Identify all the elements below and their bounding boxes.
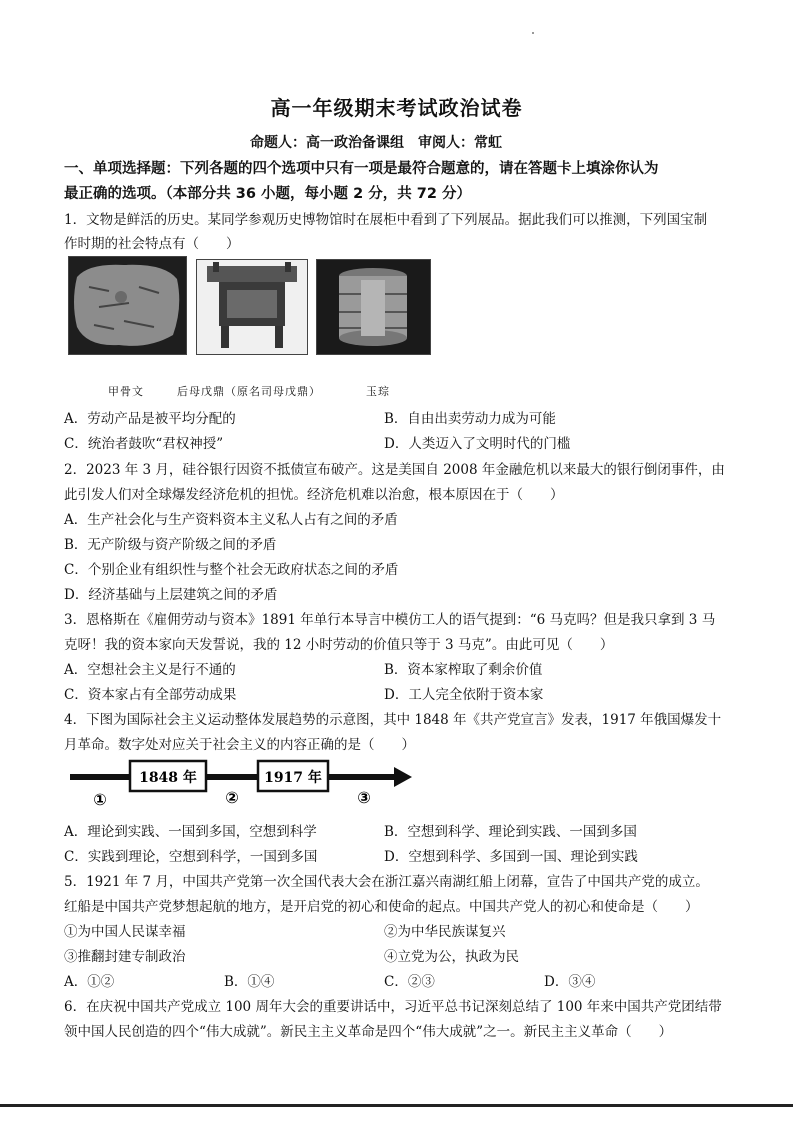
- q1-stem-line1: 1．文物是鲜活的历史。某同学参观历史博物馆时在展柜中看到了下列展品。据此我们可以推测，下列国宝制: [64, 212, 708, 228]
- jade-cong-photo: [316, 259, 431, 355]
- q1-option-b: B．自由出卖劳动力成为可能: [384, 411, 556, 427]
- q2-option-b: B．无产阶级与资产阶级之间的矛盾: [64, 537, 277, 553]
- q4-option-d: D．空想到科学、多国到一国、理论到实践: [384, 849, 638, 865]
- q3-stem-line2: 克呀！我的资本家向天发誓说，我的 12 小时劳动的价值只等于 3 马克”。由此可见（ ）: [64, 637, 614, 653]
- q1-option-a: A．劳动产品是被平均分配的: [64, 411, 236, 427]
- caption-jade-cong: 玉琮: [366, 385, 390, 398]
- q2-stem-line2: 此引发人们对全球爆发经济危机的担忧。经济危机难以治愈，根本原因在于（ ）: [64, 487, 564, 503]
- q2-option-a: A．生产社会化与生产资料资本主义私人占有之间的矛盾: [64, 512, 398, 528]
- q3-option-a: A．空想社会主义是行不通的: [64, 662, 236, 678]
- scan-speck: [532, 32, 534, 34]
- q5-stem-line2: 红船是中国共产党梦想起航的地方，是开启党的初心和使命的起点。中国共产党人的初心和使命是（ ）: [64, 899, 699, 915]
- q4-option-b: B．空想到科学、理论到实践、一国到多国: [384, 824, 637, 840]
- q2-stem-line1: 2．2023 年 3 月，硅谷银行因资不抵债宣布破产。这是美国自 2008 年金融危机以来最大的银行倒闭事件，由: [64, 462, 725, 478]
- timeline-arrow-head: [394, 767, 412, 787]
- caption-oracle-bone: 甲骨文: [108, 385, 144, 398]
- q2-option-c: C．个别企业有组织性与整个社会无政府状态之间的矛盾: [64, 562, 399, 578]
- q3-stem-line1: 3．恩格斯在《雇佣劳动与资本》1891 年单行本导言中模仿工人的语气提到：“6 马克吗？但是我只拿到 3 马: [64, 612, 716, 628]
- q3-option-c: C．资本家占有全部劳动成果: [64, 687, 237, 703]
- timeline-marker-1: ①: [93, 790, 107, 809]
- q5-option-a: A．①②: [64, 974, 115, 990]
- q5-statement-3: ③推翻封建专制政治: [64, 949, 186, 965]
- q5-option-c: C．②③: [384, 974, 435, 990]
- oracle-bone-photo: [68, 256, 187, 355]
- q1-option-d: D．人类迈入了文明时代的门槛: [384, 436, 571, 452]
- q5-option-d: D．③④: [544, 974, 596, 990]
- section-heading-line1: 一、单项选择题：下列各题的四个选项中只有一项是最符合题意的，请在答题卡上填涂你认为: [64, 161, 659, 177]
- q5-stem-line1: 5．1921 年 7 月，中国共产党第一次全国代表大会在浙江嘉兴南湖红船上闭幕，宣告了中国共产党的成立。: [64, 874, 709, 890]
- timeline-label-1848: 1848 年: [139, 770, 197, 786]
- q5-statement-1: ①为中国人民谋幸福: [64, 924, 186, 940]
- section-heading-line2: 最正确的选项。（本部分共 36 小题，每小题 2 分，共 72 分）: [64, 186, 471, 202]
- caption-houmuwu-ding: 后母戊鼎（原名司母戊鼎）: [177, 385, 321, 398]
- q1-stem-line2: 作时期的社会特点有（ ）: [64, 236, 240, 252]
- q1-option-c: C．统治者鼓吹“君权神授”: [64, 436, 224, 452]
- houmuwu-ding-photo: [196, 259, 308, 355]
- q6-stem-line2: 领中国人民创造的四个“伟大成就”。新民主主义革命是四个“伟大成就”之一。新民主主义革命（ ）: [64, 1024, 673, 1040]
- timeline-label-1917: 1917 年: [264, 770, 322, 786]
- q4-stem-line2: 月革命。数字处对应关于社会主义的内容正确的是（ ）: [64, 737, 415, 753]
- timeline-marker-3: ③: [357, 788, 371, 807]
- q5-statement-2: ②为中华民族谋复兴: [384, 924, 506, 940]
- exam-title: 高一年级期末考试政治试卷: [270, 96, 523, 120]
- q3-option-b: B．资本家榨取了剩余价值: [384, 662, 543, 678]
- q4-option-c: C．实践到理论，空想到科学，一国到多国: [64, 849, 318, 865]
- q3-option-d: D．工人完全依附于资本家: [384, 687, 544, 703]
- q4-option-a: A．理论到实践、一国到多国，空想到科学: [64, 824, 317, 840]
- exam-subtitle: 命题人：高一政治备课组 审阅人：常虹: [250, 135, 502, 151]
- socialism-timeline-diagram: [66, 755, 416, 810]
- q4-stem-line1: 4．下图为国际社会主义运动整体发展趋势的示意图，其中 1848 年《共产党宣言》发表，1917 年俄国爆发十: [64, 712, 722, 728]
- page-bottom-rule: [0, 1104, 793, 1107]
- q6-stem-line1: 6．在庆祝中国共产党成立 100 周年大会的重要讲话中，习近平总书记深刻总结了 100 年来中国共产党团结带: [64, 999, 722, 1015]
- q2-option-d: D．经济基础与上层建筑之间的矛盾: [64, 587, 278, 603]
- timeline-marker-2: ②: [225, 788, 239, 807]
- q5-statement-4: ④立党为公，执政为民: [384, 949, 519, 965]
- q5-option-b: B．①④: [224, 974, 275, 990]
